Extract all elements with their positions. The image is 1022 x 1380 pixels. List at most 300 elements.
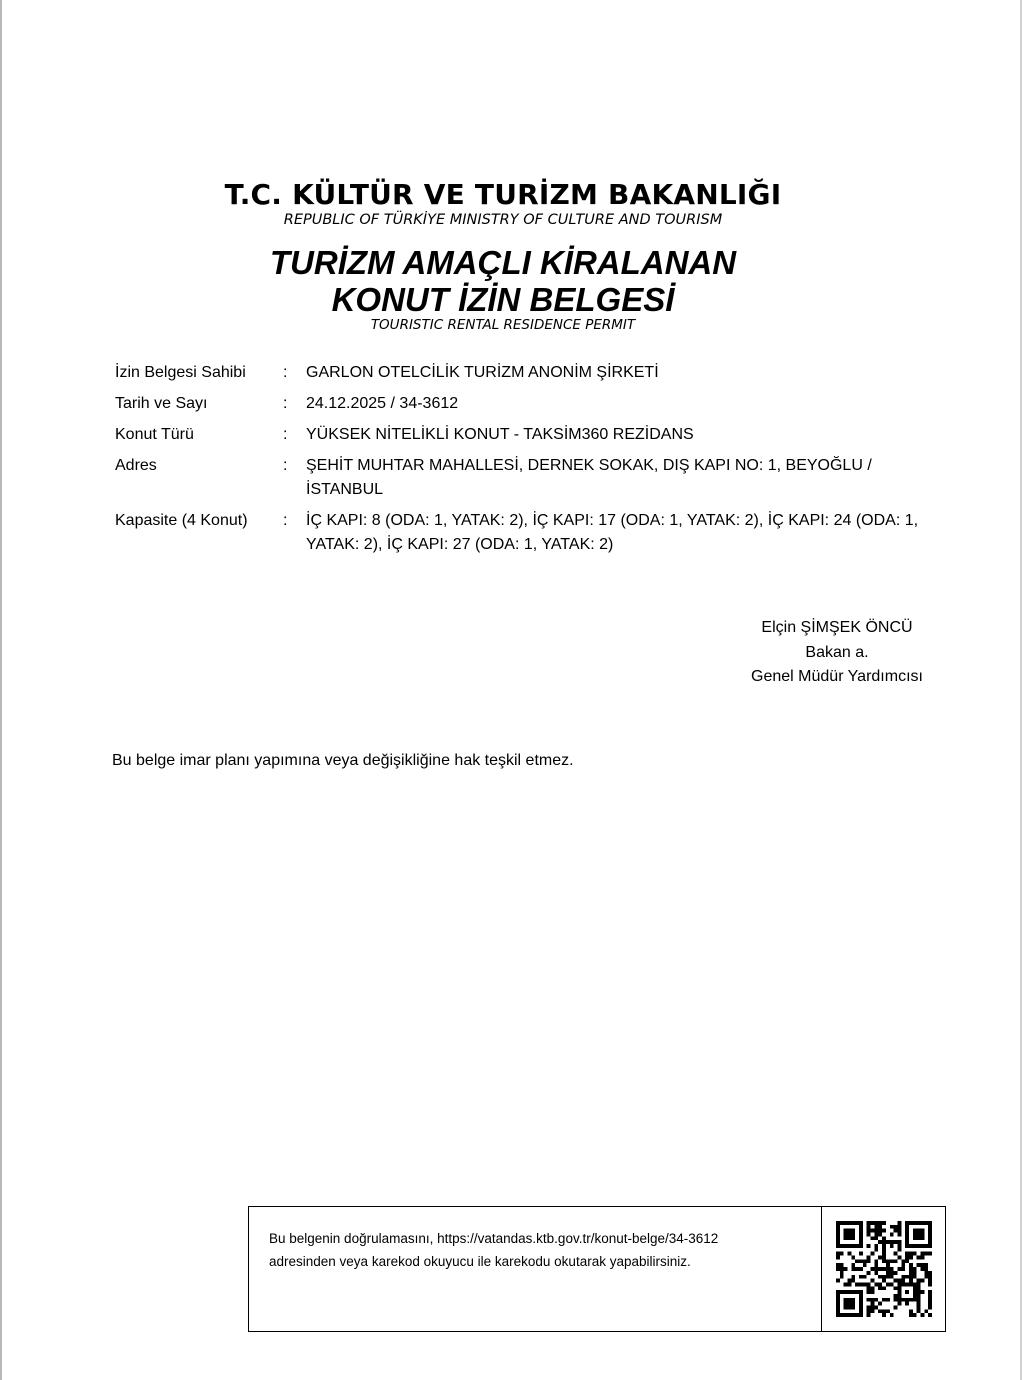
qr-module	[855, 1267, 859, 1271]
qr-module	[917, 1298, 921, 1302]
qr-module	[890, 1244, 894, 1248]
qr-module	[836, 1240, 840, 1244]
qr-module	[928, 1271, 932, 1275]
qr-module	[859, 1302, 863, 1306]
qr-module	[851, 1290, 855, 1294]
qr-module	[897, 1240, 901, 1244]
qr-module	[836, 1267, 840, 1271]
qr-module	[871, 1286, 875, 1290]
qr-module	[867, 1244, 871, 1248]
qr-module	[874, 1233, 878, 1237]
qr-module	[844, 1298, 848, 1302]
qr-module	[878, 1286, 882, 1290]
field-colon: :	[283, 457, 288, 474]
qr-module	[928, 1298, 932, 1302]
field-label: Tarih ve Sayı	[115, 395, 208, 412]
qr-module	[867, 1225, 871, 1229]
qr-module	[909, 1298, 913, 1302]
qr-module	[901, 1275, 905, 1279]
qr-module	[909, 1279, 913, 1283]
permit-title-line2: KONUT İZİN BELGESİ	[331, 281, 675, 318]
field-value: İÇ KAPI: 8 (ODA: 1, YATAK: 2), İÇ KAPI: 17 (ODA: 1, YATAK: 2), İÇ KAPI: 24 (ODA: 1, YATAK: 2), İÇ KAPI: 27 (ODA: 1, YATAK: 2)	[306, 512, 919, 553]
qr-module	[874, 1263, 878, 1267]
qr-module	[913, 1290, 917, 1294]
qr-module	[920, 1290, 924, 1294]
qr-module	[859, 1233, 863, 1237]
qr-module	[836, 1313, 840, 1317]
qr-module	[863, 1263, 867, 1267]
qr-module	[867, 1259, 871, 1263]
qr-module	[901, 1263, 905, 1267]
qr-module	[867, 1290, 871, 1294]
qr-module	[917, 1302, 921, 1306]
qr-module	[851, 1236, 855, 1240]
qr-module	[874, 1305, 878, 1309]
qr-module	[913, 1221, 917, 1225]
qr-module	[871, 1290, 875, 1294]
qr-module	[867, 1313, 871, 1317]
qr-module	[882, 1256, 886, 1260]
qr-module	[859, 1267, 863, 1271]
qr-module	[890, 1275, 894, 1279]
qr-module	[909, 1221, 913, 1225]
qr-module	[894, 1305, 898, 1309]
field-colon: :	[283, 364, 288, 381]
qr-module	[890, 1313, 894, 1317]
qr-module	[917, 1279, 921, 1283]
qr-module	[928, 1305, 932, 1309]
qr-module	[844, 1244, 848, 1248]
qr-module	[909, 1267, 913, 1271]
qr-module	[924, 1263, 928, 1267]
qr-module	[840, 1267, 844, 1271]
qr-module	[905, 1236, 909, 1240]
qr-module	[882, 1221, 886, 1225]
disclaimer-text: Bu belge imar planı yapımına veya değişikliğine hak teşkil etmez.	[112, 752, 574, 769]
qr-module	[848, 1313, 852, 1317]
qr-module	[836, 1290, 840, 1294]
qr-module	[882, 1309, 886, 1313]
qr-module	[836, 1305, 840, 1309]
qr-module	[928, 1252, 932, 1256]
qr-module	[882, 1252, 886, 1256]
qr-module	[867, 1233, 871, 1237]
qr-module	[882, 1279, 886, 1283]
qr-module	[882, 1313, 886, 1317]
qr-module	[848, 1298, 852, 1302]
qr-module	[836, 1298, 840, 1302]
qr-module	[890, 1233, 894, 1237]
qr-module	[859, 1259, 863, 1263]
permit-subtitle: TOURISTIC RENTAL RESIDENCE PERMIT	[370, 317, 636, 333]
qr-module	[897, 1290, 901, 1294]
field-label: Adres	[115, 457, 157, 474]
qr-module	[878, 1233, 882, 1237]
qr-module	[871, 1252, 875, 1256]
qr-module	[871, 1302, 875, 1306]
qr-module	[851, 1313, 855, 1317]
qr-module	[913, 1282, 917, 1286]
qr-module	[897, 1248, 901, 1252]
qr-module	[859, 1275, 863, 1279]
qr-module	[913, 1275, 917, 1279]
qr-module	[878, 1282, 882, 1286]
qr-module	[867, 1282, 871, 1286]
qr-module	[859, 1290, 863, 1294]
qr-module	[836, 1256, 840, 1260]
qr-module	[890, 1259, 894, 1263]
qr-module	[913, 1267, 917, 1271]
verification-box	[248, 1206, 946, 1332]
qr-module	[928, 1229, 932, 1233]
qr-module	[882, 1244, 886, 1248]
qr-module	[836, 1279, 840, 1283]
qr-module	[867, 1309, 871, 1313]
qr-module	[859, 1294, 863, 1298]
qr-module	[848, 1305, 852, 1309]
qr-module	[917, 1309, 921, 1313]
qr-module	[928, 1240, 932, 1244]
qr-module	[871, 1229, 875, 1233]
qr-module	[897, 1229, 901, 1233]
qr-module	[844, 1221, 848, 1225]
qr-module	[851, 1267, 855, 1271]
field-value: YÜKSEK NİTELİKLİ KONUT - TAKSİM360 REZİDANS	[306, 426, 694, 443]
qr-module	[897, 1267, 901, 1271]
qr-module	[848, 1302, 852, 1306]
qr-module	[886, 1267, 890, 1271]
qr-module	[894, 1259, 898, 1263]
qr-module	[851, 1298, 855, 1302]
qr-module	[836, 1236, 840, 1240]
qr-module	[878, 1240, 882, 1244]
qr-module	[878, 1302, 882, 1306]
qr-module	[897, 1221, 901, 1225]
qr-module	[920, 1233, 924, 1237]
qr-module	[897, 1298, 901, 1302]
qr-module	[909, 1244, 913, 1248]
qr-module	[905, 1240, 909, 1244]
qr-code-icon	[836, 1221, 932, 1317]
qr-module	[840, 1313, 844, 1317]
qr-module	[913, 1286, 917, 1290]
qr-module	[882, 1229, 886, 1233]
qr-module	[917, 1290, 921, 1294]
qr-module	[882, 1259, 886, 1263]
qr-module	[836, 1244, 840, 1248]
qr-module	[890, 1282, 894, 1286]
qr-module	[874, 1259, 878, 1263]
qr-module	[913, 1313, 917, 1317]
field-colon: :	[283, 395, 288, 412]
qr-module	[851, 1221, 855, 1225]
qr-module	[844, 1267, 848, 1271]
qr-module	[863, 1282, 867, 1286]
qr-module	[878, 1256, 882, 1260]
qr-module	[855, 1221, 859, 1225]
qr-module	[920, 1229, 924, 1233]
qr-module	[913, 1229, 917, 1233]
qr-module	[848, 1233, 852, 1237]
qr-module	[901, 1282, 905, 1286]
qr-module	[905, 1225, 909, 1229]
qr-module	[917, 1256, 921, 1260]
qr-module	[836, 1294, 840, 1298]
qr-module	[886, 1298, 890, 1302]
qr-module	[874, 1271, 878, 1275]
qr-module	[886, 1275, 890, 1279]
qr-module	[894, 1240, 898, 1244]
qr-module	[859, 1225, 863, 1229]
qr-module	[928, 1221, 932, 1225]
qr-module	[844, 1305, 848, 1309]
qr-module	[894, 1294, 898, 1298]
qr-module	[924, 1267, 928, 1271]
qr-module	[913, 1244, 917, 1248]
qr-module	[867, 1221, 871, 1225]
qr-module	[848, 1244, 852, 1248]
field-label: Konut Türü	[115, 426, 194, 443]
qr-module	[871, 1279, 875, 1283]
qr-module	[859, 1313, 863, 1317]
qr-cell	[821, 1207, 946, 1331]
qr-module	[851, 1305, 855, 1309]
qr-module	[894, 1286, 898, 1290]
qr-module	[890, 1267, 894, 1271]
qr-module	[913, 1252, 917, 1256]
qr-module	[909, 1271, 913, 1275]
qr-module	[836, 1225, 840, 1229]
qr-module	[859, 1305, 863, 1309]
qr-module	[909, 1275, 913, 1279]
qr-module	[859, 1240, 863, 1244]
qr-module	[855, 1290, 859, 1294]
qr-module	[836, 1221, 840, 1225]
qr-module	[844, 1229, 848, 1233]
qr-module	[851, 1233, 855, 1237]
qr-module	[848, 1236, 852, 1240]
qr-module	[867, 1305, 871, 1309]
qr-module	[882, 1298, 886, 1302]
qr-module	[882, 1248, 886, 1252]
qr-module	[848, 1290, 852, 1294]
qr-module	[917, 1221, 921, 1225]
qr-module	[905, 1252, 909, 1256]
verification-line-1: Bu belgenin doğrulamasını, https://vatandas.ktb.gov.tr/konut-belge/34-3612	[269, 1231, 719, 1246]
qr-module	[840, 1275, 844, 1279]
qr-module	[851, 1279, 855, 1283]
qr-module	[867, 1286, 871, 1290]
qr-module	[924, 1252, 928, 1256]
field-value: GARLON OTELCİLİK TURİZM ANONİM ŞİRKETİ	[306, 364, 659, 381]
qr-module	[901, 1298, 905, 1302]
qr-module	[840, 1290, 844, 1294]
qr-module	[851, 1256, 855, 1260]
qr-module	[917, 1282, 921, 1286]
qr-module	[920, 1244, 924, 1248]
qr-module	[905, 1259, 909, 1263]
qr-module	[894, 1229, 898, 1233]
qr-module	[874, 1244, 878, 1248]
qr-module	[855, 1259, 859, 1263]
qr-module	[874, 1236, 878, 1240]
qr-module	[894, 1225, 898, 1229]
qr-module	[905, 1302, 909, 1306]
qr-module	[867, 1256, 871, 1260]
qr-module	[874, 1229, 878, 1233]
qr-module	[920, 1256, 924, 1260]
qr-module	[882, 1286, 886, 1290]
qr-module	[917, 1263, 921, 1267]
qr-module	[840, 1244, 844, 1248]
qr-module	[851, 1302, 855, 1306]
qr-module	[924, 1275, 928, 1279]
qr-module	[917, 1236, 921, 1240]
signature-block	[732, 616, 942, 690]
qr-module	[928, 1313, 932, 1317]
qr-module	[882, 1236, 886, 1240]
qr-module	[905, 1233, 909, 1237]
qr-module	[859, 1229, 863, 1233]
qr-module	[897, 1294, 901, 1298]
qr-module	[890, 1225, 894, 1229]
qr-module	[920, 1221, 924, 1225]
qr-module	[851, 1275, 855, 1279]
qr-module	[894, 1279, 898, 1283]
qr-module	[924, 1244, 928, 1248]
qr-module	[878, 1229, 882, 1233]
qr-module	[928, 1294, 932, 1298]
qr-module	[928, 1244, 932, 1248]
field-value: 24.12.2025 / 34-3612	[306, 395, 459, 412]
qr-module	[886, 1282, 890, 1286]
qr-module	[917, 1233, 921, 1237]
qr-module	[844, 1313, 848, 1317]
permit-title-line1: TURİZM AMAÇLI KİRALANAN	[269, 244, 737, 281]
qr-module	[917, 1244, 921, 1248]
qr-module	[909, 1263, 913, 1267]
qr-module	[928, 1302, 932, 1306]
qr-module	[897, 1302, 901, 1306]
qr-module	[874, 1225, 878, 1229]
qr-module	[840, 1221, 844, 1225]
qr-module	[928, 1225, 932, 1229]
qr-module	[874, 1221, 878, 1225]
qr-module	[836, 1302, 840, 1306]
qr-module	[867, 1298, 871, 1302]
qr-module	[913, 1236, 917, 1240]
qr-module	[905, 1229, 909, 1233]
qr-module	[886, 1263, 890, 1267]
field-value: ŞEHİT MUHTAR MAHALLESİ, DERNEK SOKAK, DIŞ KAPI NO: 1, BEYOĞLU / İSTANBUL	[306, 457, 872, 498]
qr-module	[840, 1263, 844, 1267]
qr-module	[874, 1298, 878, 1302]
qr-module	[878, 1275, 882, 1279]
qr-module	[844, 1302, 848, 1306]
qr-module	[882, 1275, 886, 1279]
qr-module	[859, 1221, 863, 1225]
qr-module	[844, 1233, 848, 1237]
qr-module	[897, 1279, 901, 1283]
qr-module	[917, 1294, 921, 1298]
qr-module	[909, 1252, 913, 1256]
qr-module	[920, 1236, 924, 1240]
qr-module	[928, 1290, 932, 1294]
qr-module	[905, 1290, 909, 1294]
qr-module	[851, 1263, 855, 1267]
qr-module	[855, 1313, 859, 1317]
qr-module	[855, 1244, 859, 1248]
qr-module	[905, 1221, 909, 1225]
qr-module	[928, 1233, 932, 1237]
qr-module	[848, 1229, 852, 1233]
qr-module	[928, 1282, 932, 1286]
qr-module	[844, 1290, 848, 1294]
qr-module	[844, 1282, 848, 1286]
qr-module	[859, 1252, 863, 1256]
qr-module	[905, 1298, 909, 1302]
field-label: İzin Belgesi Sahibi	[115, 364, 246, 381]
qr-module	[859, 1298, 863, 1302]
qr-module	[913, 1294, 917, 1298]
qr-module	[901, 1267, 905, 1271]
signatory-name: Elçin ŞİMŞEK ÖNCÜ	[761, 619, 913, 636]
qr-module	[928, 1236, 932, 1240]
signatory-position: Genel Müdür Yardımcısı	[751, 668, 923, 685]
qr-module	[855, 1282, 859, 1286]
qr-module	[897, 1256, 901, 1260]
qr-module	[871, 1236, 875, 1240]
qr-module	[848, 1252, 852, 1256]
qr-module	[913, 1298, 917, 1302]
qr-module	[905, 1275, 909, 1279]
qr-module	[836, 1263, 840, 1267]
qr-module	[871, 1267, 875, 1271]
qr-module	[836, 1309, 840, 1313]
qr-module	[897, 1286, 901, 1290]
ministry-subtitle: REPUBLIC OF TÜRKİYE MINISTRY OF CULTURE AND TOURISM	[283, 212, 723, 228]
qr-module	[859, 1244, 863, 1248]
qr-module	[874, 1248, 878, 1252]
qr-module	[920, 1263, 924, 1267]
qr-module	[836, 1233, 840, 1237]
qr-module	[917, 1229, 921, 1233]
qr-module	[920, 1279, 924, 1283]
qr-module	[909, 1309, 913, 1313]
qr-module	[924, 1221, 928, 1225]
qr-module	[924, 1309, 928, 1313]
qr-module	[859, 1236, 863, 1240]
qr-module	[874, 1267, 878, 1271]
qr-module	[886, 1271, 890, 1275]
field-colon: :	[283, 512, 288, 529]
qr-module	[905, 1282, 909, 1286]
qr-module	[901, 1279, 905, 1283]
qr-module	[917, 1286, 921, 1290]
qr-module	[882, 1240, 886, 1244]
qr-module	[905, 1256, 909, 1260]
qr-module	[871, 1221, 875, 1225]
qr-module	[882, 1267, 886, 1271]
qr-module	[871, 1305, 875, 1309]
qr-module	[928, 1279, 932, 1283]
qr-module	[909, 1256, 913, 1260]
qr-module	[878, 1309, 882, 1313]
qr-module	[909, 1313, 913, 1317]
qr-module	[909, 1282, 913, 1286]
qr-module	[848, 1282, 852, 1286]
qr-module	[886, 1309, 890, 1313]
